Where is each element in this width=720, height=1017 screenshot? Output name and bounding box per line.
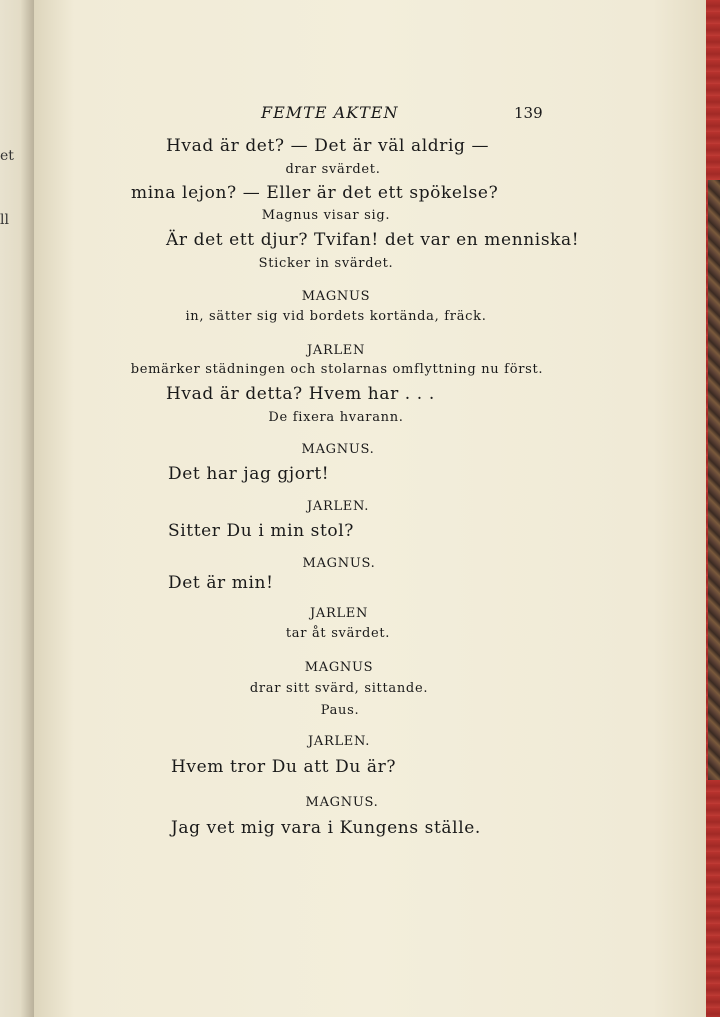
page-number: 139 xyxy=(514,104,543,122)
dialogue-line: Hvem tror Du att Du är? xyxy=(171,757,397,777)
speaker-name: MAGNUS. xyxy=(302,556,376,571)
left-page-edge xyxy=(0,0,35,1017)
dialogue-line: Det är min! xyxy=(168,573,274,593)
speaker-name: JARLEN xyxy=(306,343,366,358)
stage-direction: Paus. xyxy=(320,703,360,718)
running-header-title: FEMTE AKTEN xyxy=(261,103,399,122)
dialogue-line: Sitter Du i min stol? xyxy=(168,521,355,541)
stage-direction: bemärker städningen och stolarnas omflyttning nu först. xyxy=(130,362,544,377)
stage-direction: De fixera hvarann. xyxy=(268,410,404,425)
stage-direction: Sticker in svärdet. xyxy=(258,256,394,271)
stage-direction: in, sätter sig vid bordets kortända, fräck. xyxy=(185,309,487,324)
stage-direction: drar sitt svärd, sittande. xyxy=(249,681,429,696)
dialogue-line: Hvad är detta? Hvem har . . . xyxy=(166,384,435,404)
speaker-name: MAGNUS. xyxy=(301,442,375,457)
stage-direction: Magnus visar sig. xyxy=(261,208,391,223)
dialogue-line: mina lejon? — Eller är det ett spökelse? xyxy=(131,183,499,203)
left-page-fragment: et xyxy=(0,148,14,164)
speaker-name: MAGNUS xyxy=(301,289,371,304)
speaker-name: JARLEN. xyxy=(306,499,370,514)
speaker-name: JARLEN xyxy=(309,606,369,621)
dialogue-line: Det har jag gjort! xyxy=(168,464,330,484)
stage-direction: tar åt svärdet. xyxy=(285,626,391,641)
dialogue-line: Hvad är det? — Det är väl aldrig — xyxy=(166,136,490,156)
speaker-name: JARLEN. xyxy=(307,734,371,749)
speaker-name: MAGNUS xyxy=(304,660,374,675)
dialogue-line: Jag vet mig vara i Kungens ställe. xyxy=(171,818,481,838)
stage-direction: drar svärdet. xyxy=(285,162,381,177)
book-cover-pattern xyxy=(708,180,720,780)
left-page-fragment: ll xyxy=(0,212,9,228)
speaker-name: MAGNUS. xyxy=(305,795,379,810)
dialogue-line: Är det ett djur? Tvifan! det var en menniska! xyxy=(166,230,580,250)
